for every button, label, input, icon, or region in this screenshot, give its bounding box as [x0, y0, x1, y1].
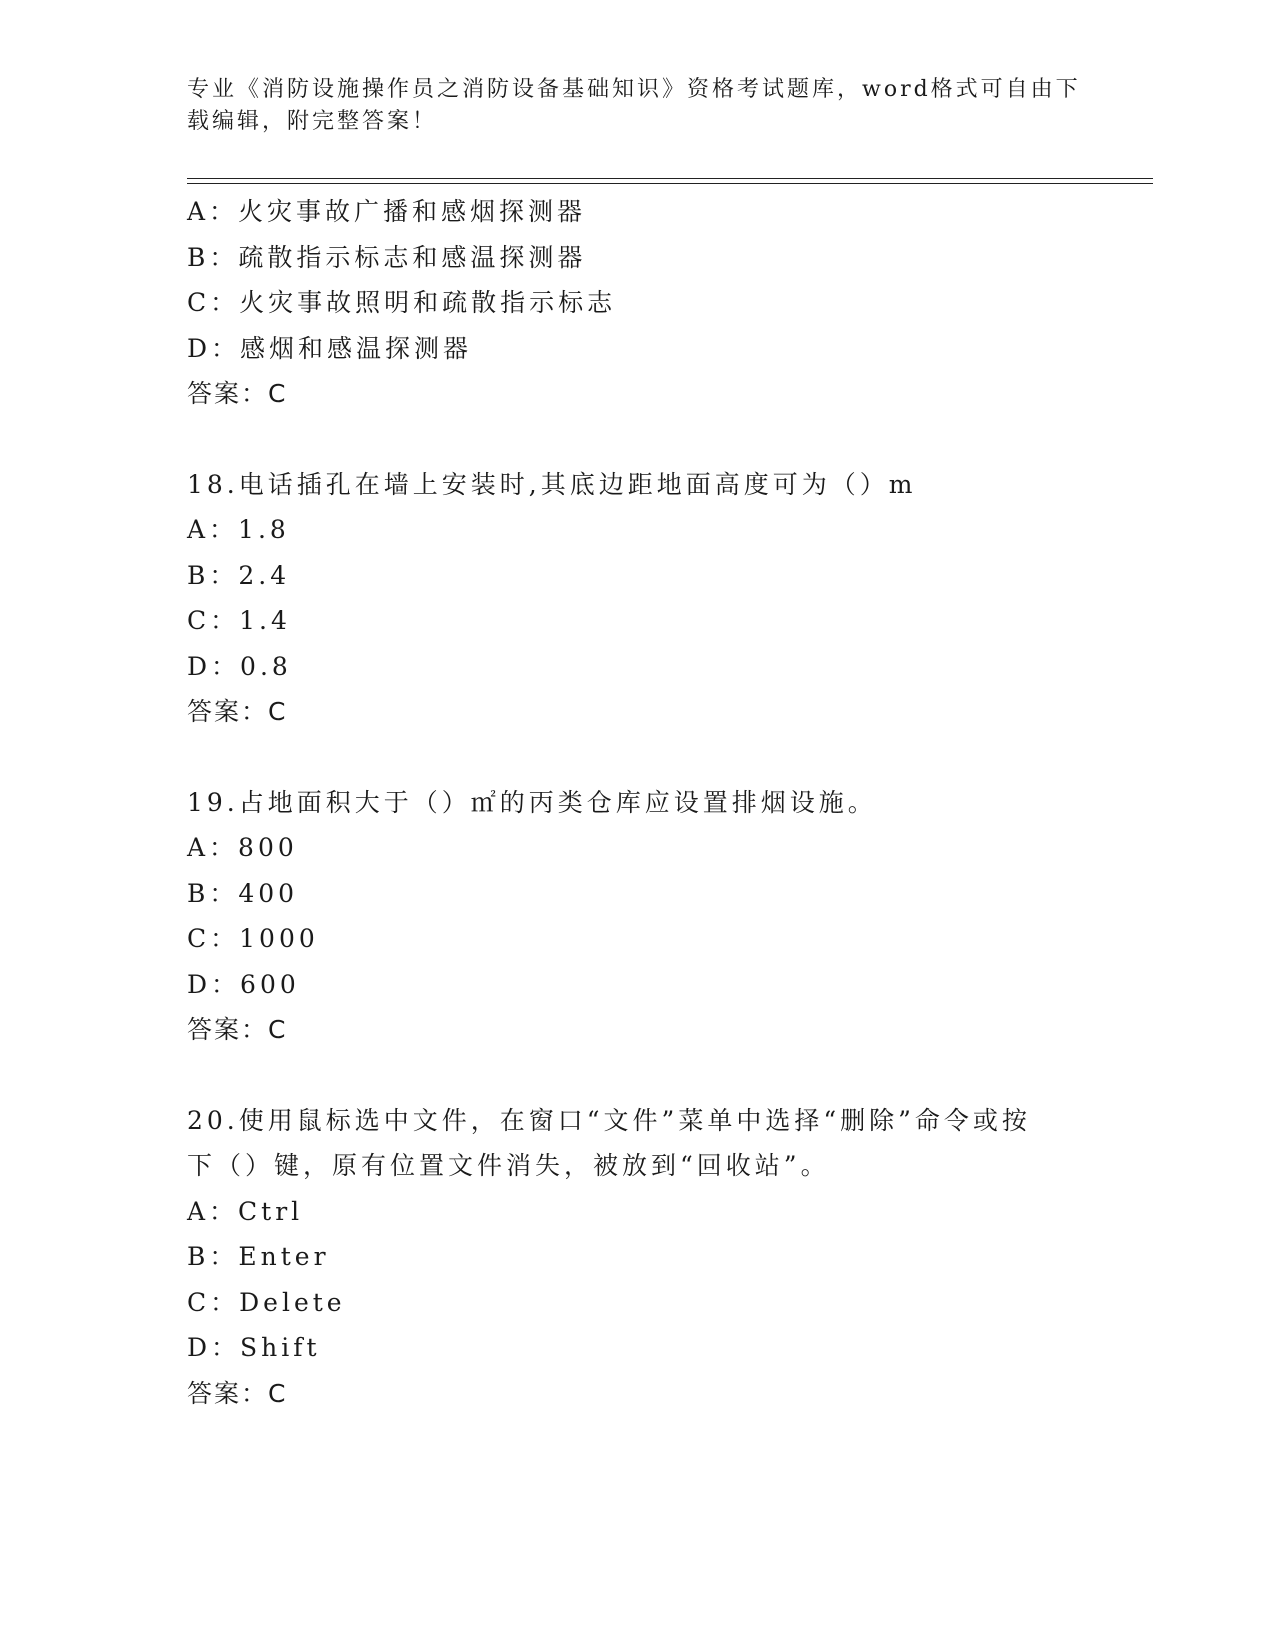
option-b: B：2.4: [187, 560, 291, 590]
question-title-line-1: 20.使用鼠标选中文件，在窗口“文件”菜单中选择“删除”命令或按: [187, 1105, 1031, 1135]
answer: 答案：C: [187, 379, 288, 408]
option-b: B：Enter: [187, 1242, 330, 1271]
question-20: [187, 1098, 1087, 1417]
option-a: A：Ctrl: [187, 1196, 304, 1226]
answer: 答案：C: [187, 697, 288, 726]
option-c: C：Delete: [187, 1287, 346, 1317]
document-header: [187, 74, 1087, 138]
header-divider-bottom: [187, 183, 1153, 184]
option-d: D：感烟和感温探测器: [187, 333, 473, 363]
option-c: C：火灾事故照明和疏散指示标志: [187, 288, 617, 317]
option-c: C：1.4: [187, 606, 291, 635]
header-divider-top: [187, 178, 1153, 179]
option-c: C：1000: [187, 924, 319, 953]
question-title: 19.占地面积大于（）㎡的丙类仓库应设置排烟设施。: [187, 787, 877, 817]
option-b: B：疏散指示标志和感温探测器: [187, 242, 587, 272]
question-title-line-2: 下（）键，原有位置文件消失，被放到“回收站”。: [187, 1151, 830, 1180]
question-19: [187, 780, 1087, 1053]
question-list: [187, 189, 1087, 1416]
answer: 答案：C: [187, 1378, 288, 1408]
option-a: A：1.8: [187, 515, 290, 544]
question-18: [187, 462, 1087, 735]
option-b: B：400: [187, 878, 299, 908]
option-d: D：Shift: [187, 1333, 321, 1362]
question-title: 18.电话插孔在墙上安装时,其底边距地面高度可为（）m: [187, 469, 917, 499]
option-a: A：800: [187, 833, 298, 862]
header-line-1: 专业《消防设施操作员之消防设备基础知识》资格考试题库，word格式可自由下: [187, 77, 1081, 102]
option-d: D：0.8: [187, 651, 292, 681]
option-d: D：600: [187, 969, 300, 999]
header-line-2: 载编辑，附完整答案！: [187, 109, 438, 134]
answer: 答案：C: [187, 1015, 288, 1044]
option-a: A：火灾事故广播和感烟探测器: [187, 197, 587, 226]
question-17: [187, 189, 1087, 417]
